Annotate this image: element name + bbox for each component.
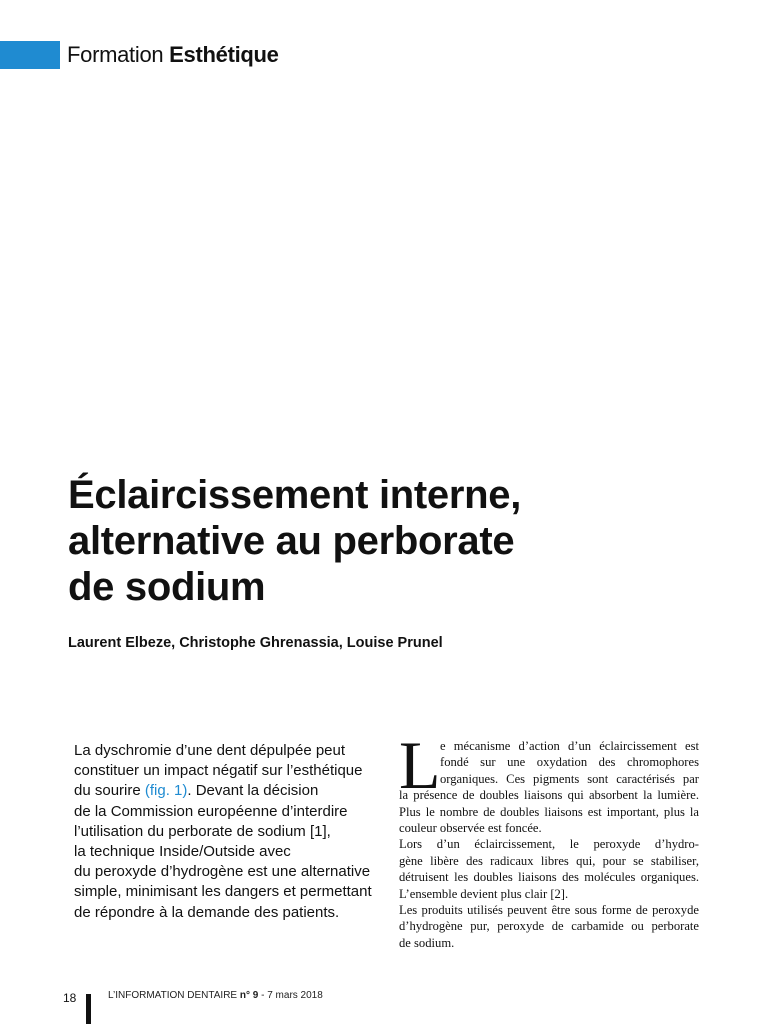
body-line: Plus le nombre de doubles liaisons est important, plus la: [399, 804, 699, 819]
body-line: Les produits utilisés peuvent être sous forme de peroxyde: [399, 903, 699, 918]
body-line: fondé sur une oxydation des chromophores: [440, 755, 699, 770]
abstract-line: de répondre à la demande des patients.: [74, 903, 340, 921]
abstract-line: La dyschromie d’une dent dépulpée peut: [74, 742, 346, 759]
issue-date: - 7 mars 2018: [261, 990, 323, 1001]
body-line: organiques. Ces pigments sont caractérisés par: [440, 771, 699, 786]
article-title-line: Éclaircissement interne,: [68, 473, 522, 517]
article-title: [68, 472, 708, 610]
section-title-formation: Formation: [67, 42, 164, 67]
page-number: 18: [63, 991, 77, 1005]
footer-journal-info: [108, 990, 323, 1001]
abstract-line: l’utilisation du perborate de sodium [1],: [74, 822, 331, 840]
abstract-text: . Devant la décision: [187, 782, 319, 800]
abstract: [74, 741, 384, 923]
section-title-esthetique: Esthétique: [169, 42, 279, 67]
abstract-line: simple, minimisant les dangers et permettant: [74, 883, 372, 901]
body-line: couleur observée est foncée.: [399, 821, 542, 836]
article-authors: Laurent Elbeze, Christophe Ghrenassia, Louise Prunel: [68, 635, 443, 651]
abstract-line: du peroxyde d’hydrogène est une alternative: [74, 863, 371, 881]
body-line: L’ensemble devient plus clair [2].: [399, 886, 569, 901]
section-title: [67, 40, 279, 70]
abstract-line: de la Commission européenne d’interdire: [74, 802, 348, 820]
body-line: la présence de doubles liaisons qui absorbent la lumière.: [399, 788, 699, 803]
body-line: de sodium.: [399, 935, 455, 950]
abstract-line: [74, 781, 384, 801]
abstract-text: du sourire: [74, 782, 141, 800]
article-title-line: alternative au perborate: [68, 519, 515, 563]
section-accent-bar: [0, 41, 60, 69]
article-title-line: de sodium: [68, 565, 266, 609]
body-line: Lors d’un éclaircissement, le peroxyde d’hydro-: [399, 837, 699, 852]
issue-number: n° 9: [239, 990, 259, 1001]
abstract-line: la technique Inside/Outside avec: [74, 843, 291, 861]
body-line: d’hydrogène pur, peroxyde de carbamide ou perborate: [399, 919, 699, 934]
body-line: gène libère des radicaux libres qui, pour se stabiliser,: [399, 853, 699, 868]
footer-rule: [86, 994, 91, 1024]
journal-name: L’INFORMATION DENTAIRE: [108, 990, 238, 1001]
abstract-line: constituer un impact négatif sur l’esthétique: [74, 762, 363, 780]
body-line: détruisent les doubles liaisons des molécules organiques.: [399, 870, 699, 885]
body-column: [399, 727, 699, 951]
figure-reference-link[interactable]: (fig. 1): [144, 782, 188, 800]
drop-cap: L: [399, 727, 441, 803]
body-line: e mécanisme d’action d’un éclaircissement est: [440, 739, 699, 753]
